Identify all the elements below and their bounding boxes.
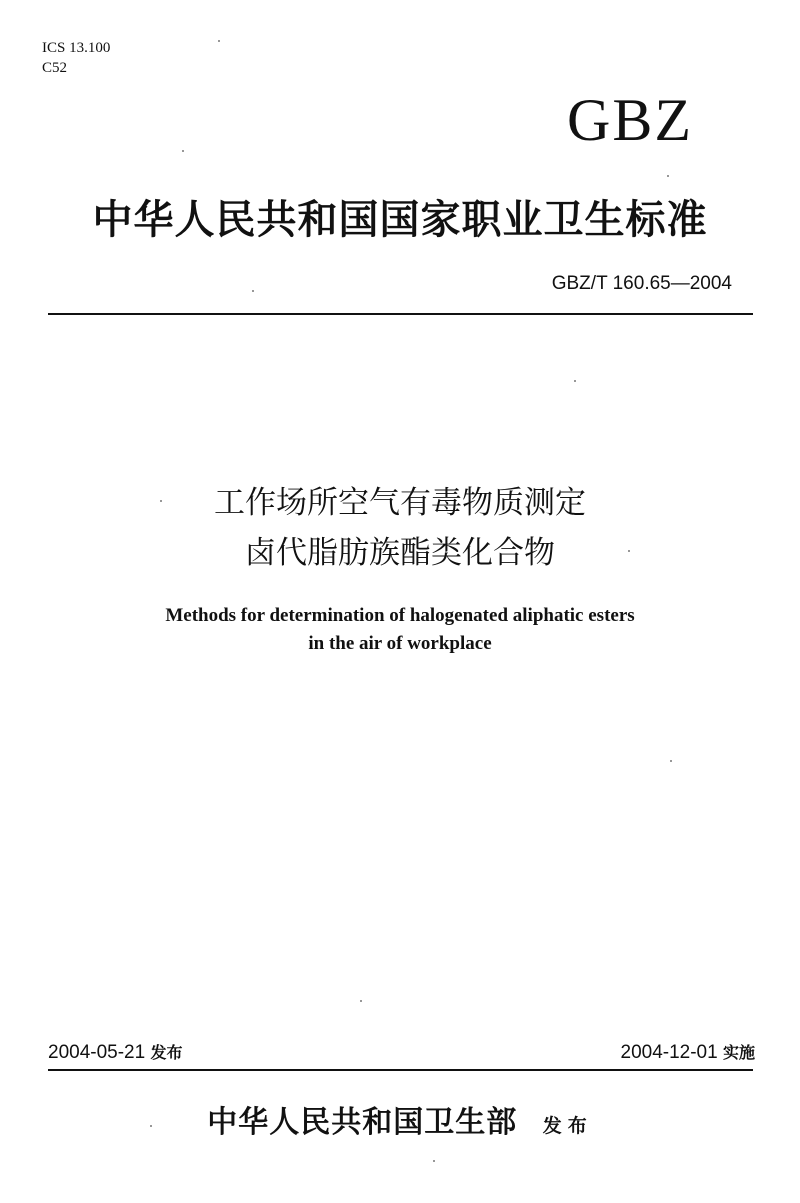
standard-category-title: 中华人民共和国国家职业卫生标准 [92, 197, 708, 243]
english-title-line-1: Methods for determination of halogenated aliphatic esters [165, 605, 635, 626]
scan-speck [433, 1160, 435, 1162]
scan-speck [628, 550, 630, 552]
footer-divider [48, 1069, 753, 1071]
chinese-title-line-1: 工作场所空气有毒物质测定 [214, 485, 586, 521]
scan-speck [360, 1000, 362, 1002]
scan-speck [667, 175, 669, 177]
ics-code: ICS 13.100 [42, 40, 111, 56]
ccs-code: C52 [42, 60, 68, 76]
issue-label: 发布 [150, 1043, 183, 1062]
classification-codes [42, 38, 110, 78]
scan-speck [150, 1125, 152, 1127]
scan-speck [218, 40, 220, 42]
english-title [80, 602, 720, 658]
standard-code: GBZ/T 160.65—2004 [551, 273, 732, 294]
publisher-line [60, 1100, 740, 1149]
english-title-line-2: in the air of workplace [308, 633, 492, 654]
chinese-title [100, 478, 700, 578]
publisher-name: 中华人民共和国卫生部 [207, 1105, 518, 1140]
issue-date: 2004-05-21 [48, 1042, 146, 1063]
scan-speck [182, 150, 184, 152]
chinese-title-line-2: 卤代脂肪族酯类化合物 [245, 535, 555, 571]
issue-date-line [48, 1040, 183, 1066]
implement-date-line [621, 1040, 756, 1066]
scan-speck [252, 290, 254, 292]
header-divider [48, 313, 753, 315]
implement-date: 2004-12-01 [620, 1042, 718, 1063]
publisher-suffix: 发布 [542, 1115, 593, 1137]
scan-speck [160, 500, 162, 502]
scan-speck [670, 760, 672, 762]
scan-speck [574, 380, 576, 382]
implement-label: 实施 [722, 1043, 755, 1062]
gbz-logo: GBZ [567, 87, 693, 153]
